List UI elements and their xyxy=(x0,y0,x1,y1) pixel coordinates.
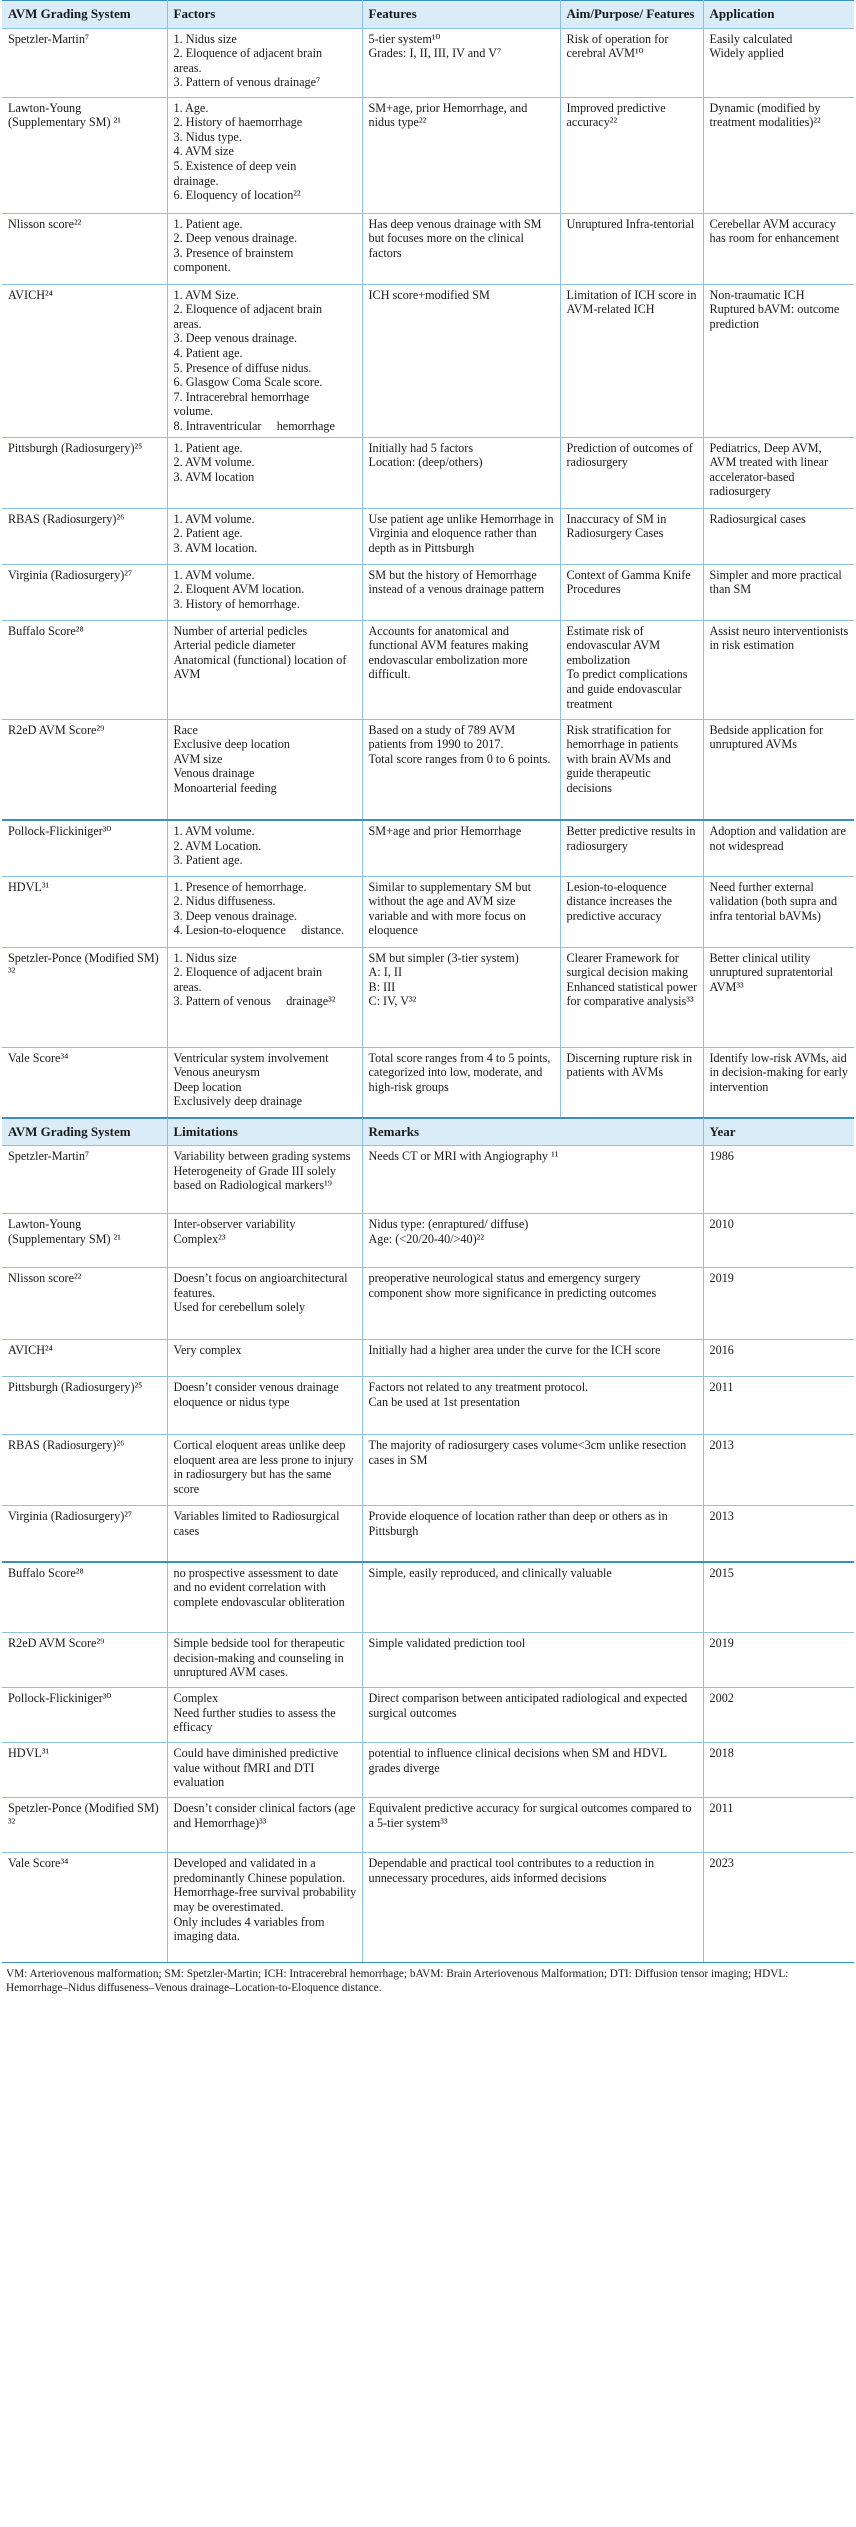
table-row xyxy=(2,1214,854,1268)
grading-system-cell: Spetzler-Martin⁷ xyxy=(2,1146,167,1214)
table-row xyxy=(2,876,854,947)
table-header-row xyxy=(2,1,854,29)
table-row xyxy=(2,1853,854,1963)
grading-system-cell: Vale Score³⁴ xyxy=(2,1047,167,1117)
limitations-cell: Doesn’t focus on angioarchitectural features. Used for cerebellum solely xyxy=(167,1268,362,1340)
factors-cell: 1. Patient age. 2. Deep venous drainage. 3. Presence of brainstem component. xyxy=(167,213,362,284)
remarks-cell: Simple validated prediction tool xyxy=(362,1633,703,1688)
table-row xyxy=(2,1743,854,1798)
column-header: Aim/Purpose/ Features xyxy=(560,1,703,29)
features-cell: Initially had 5 factors Location: (deep/others) xyxy=(362,437,560,508)
limitations-cell: Complex Need further studies to assess the efficacy xyxy=(167,1688,362,1743)
grading-system-cell: Nlisson score²² xyxy=(2,213,167,284)
table-row xyxy=(2,564,854,620)
year-cell: 2019 xyxy=(703,1268,854,1340)
table-footnote: VM: Arteriovenous malformation; SM: Spetzler-Martin; ICH: Intracerebral hemorrhage; bAVM: Brain Arteriovenous Malformation; DTI: Diffusion tensor imaging; HDVL: Hemorrhage–Nidus diffuseness–Venous drainage–Location-to-Eloquence distance. xyxy=(6,1968,789,1995)
table-row xyxy=(2,1688,854,1743)
remarks-cell: The majority of radiosurgery cases volume<3cm unlike resection cases in SM xyxy=(362,1435,703,1506)
avm-grading-table-limitations xyxy=(2,1118,854,1964)
factors-cell: Number of arterial pedicles Arterial pedicle diameter Anatomical (functional) location of AVM xyxy=(167,620,362,719)
table-row xyxy=(2,1633,854,1688)
remarks-cell: preoperative neurological status and emergency surgery component show more significance in predicting outcomes xyxy=(362,1268,703,1340)
grading-system-cell: Spetzler-Ponce (Modified SM) ³² xyxy=(2,947,167,1047)
features-cell: Use patient age unlike Hemorrhage in Virginia and eloquence rather than depth as in Pittsburgh xyxy=(362,508,560,564)
year-cell: 2013 xyxy=(703,1506,854,1562)
application-cell: Radiosurgical cases xyxy=(703,508,854,564)
grading-system-cell: AVICH²⁴ xyxy=(2,1340,167,1377)
application-cell: Non-traumatic ICH Ruptured bAVM: outcome prediction xyxy=(703,284,854,437)
grading-system-cell: Virginia (Radiosurgery)²⁷ xyxy=(2,564,167,620)
grading-system-cell: RBAS (Radiosurgery)²⁶ xyxy=(2,1435,167,1506)
factors-cell: Ventricular system involvement Venous aneurysm Deep location Exclusively deep drainage xyxy=(167,1047,362,1117)
factors-cell: 1. AVM volume. 2. Eloquent AVM location. 3. History of hemorrhage. xyxy=(167,564,362,620)
factors-cell: 1. AVM volume. 2. Patient age. 3. AVM location. xyxy=(167,508,362,564)
grading-system-cell: Vale Score³⁴ xyxy=(2,1853,167,1963)
features-cell: SM+age, prior Hemorrhage, and nidus type²² xyxy=(362,97,560,213)
grading-system-cell: Nlisson score²² xyxy=(2,1268,167,1340)
column-header: AVM Grading System xyxy=(2,1118,167,1146)
year-cell: 1986 xyxy=(703,1146,854,1214)
year-cell: 2023 xyxy=(703,1853,854,1963)
factors-cell: 1. Nidus size 2. Eloquence of adjacent brain areas. 3. Pattern of venous drainage³² xyxy=(167,947,362,1047)
table-row xyxy=(2,1562,854,1633)
features-cell: SM+age and prior Hemorrhage xyxy=(362,820,560,876)
grading-system-cell: Pollock-Flickiniger³⁰ xyxy=(2,820,167,876)
grading-system-cell: HDVL³¹ xyxy=(2,1743,167,1798)
aim-cell: Better predictive results in radiosurgery xyxy=(560,820,703,876)
table-row xyxy=(2,97,854,213)
factors-cell: 1. Age. 2. History of haemorrhage 3. Nidus type. 4. AVM size 5. Existence of deep vein drainage. 6. Eloquency of location²² xyxy=(167,97,362,213)
application-cell: Need further external validation (both supra and infra tentorial bAVMs) xyxy=(703,876,854,947)
aim-cell: Lesion-to-eloquence distance increases the predictive accuracy xyxy=(560,876,703,947)
grading-system-cell: RBAS (Radiosurgery)²⁶ xyxy=(2,508,167,564)
grading-system-cell: Pittsburgh (Radiosurgery)²⁵ xyxy=(2,437,167,508)
application-cell: Identify low-risk AVMs, aid in decision-making for early intervention xyxy=(703,1047,854,1117)
application-cell: Pediatrics, Deep AVM, AVM treated with linear accelerator-based radiosurgery xyxy=(703,437,854,508)
remarks-cell: Equivalent predictive accuracy for surgical outcomes compared to a 5-tier system³³ xyxy=(362,1798,703,1853)
table-row xyxy=(2,1435,854,1506)
factors-cell: 1. AVM volume. 2. AVM Location. 3. Patient age. xyxy=(167,820,362,876)
limitations-cell: Doesn’t consider venous drainage eloquence or nidus type xyxy=(167,1377,362,1435)
column-header: Application xyxy=(703,1,854,29)
grading-system-cell: Virginia (Radiosurgery)²⁷ xyxy=(2,1506,167,1562)
features-cell: Accounts for anatomical and functional AVM features making endovascular embolization more difficult. xyxy=(362,620,560,719)
column-header: AVM Grading System xyxy=(2,1,167,29)
table-header-row xyxy=(2,1118,854,1146)
year-cell: 2016 xyxy=(703,1340,854,1377)
aim-cell: Context of Gamma Knife Procedures xyxy=(560,564,703,620)
grading-system-cell: Spetzler-Martin⁷ xyxy=(2,28,167,97)
aim-cell: Prediction of outcomes of radiosurgery xyxy=(560,437,703,508)
features-cell: Based on a study of 789 AVM patients from 1990 to 2017. Total score ranges from 0 to 6 points. xyxy=(362,719,560,820)
limitations-cell: Simple bedside tool for therapeutic decision-making and counseling in unruptured AVM cases. xyxy=(167,1633,362,1688)
factors-cell: 1. Patient age. 2. AVM volume. 3. AVM location xyxy=(167,437,362,508)
remarks-cell: Simple, easily reproduced, and clinically valuable xyxy=(362,1562,703,1633)
remarks-cell: potential to influence clinical decisions when SM and HDVL grades diverge xyxy=(362,1743,703,1798)
year-cell: 2002 xyxy=(703,1688,854,1743)
year-cell: 2019 xyxy=(703,1633,854,1688)
table-row xyxy=(2,28,854,97)
grading-system-cell: R2eD AVM Score²⁹ xyxy=(2,719,167,820)
aim-cell: Discerning rupture risk in patients with AVMs xyxy=(560,1047,703,1117)
application-cell: Easily calculated Widely applied xyxy=(703,28,854,97)
grading-system-cell: HDVL³¹ xyxy=(2,876,167,947)
features-cell: Has deep venous drainage with SM but focuses more on the clinical factors xyxy=(362,213,560,284)
table-row xyxy=(2,213,854,284)
year-cell: 2010 xyxy=(703,1214,854,1268)
aim-cell: Limitation of ICH score in AVM-related ICH xyxy=(560,284,703,437)
application-cell: Assist neuro interventionists in risk estimation xyxy=(703,620,854,719)
limitations-cell: Very complex xyxy=(167,1340,362,1377)
column-header: Limitations xyxy=(167,1118,362,1146)
grading-system-cell: Lawton-Young (Supplementary SM) ²¹ xyxy=(2,1214,167,1268)
remarks-cell: Needs CT or MRI with Angiography ¹¹ xyxy=(362,1146,703,1214)
factors-cell: 1. Nidus size 2. Eloquence of adjacent brain areas. 3. Pattern of venous drainage⁷ xyxy=(167,28,362,97)
grading-system-cell: Pittsburgh (Radiosurgery)²⁵ xyxy=(2,1377,167,1435)
features-cell: SM but the history of Hemorrhage instead of a venous drainage pattern xyxy=(362,564,560,620)
grading-system-cell: Buffalo Score²⁸ xyxy=(2,1562,167,1633)
grading-system-cell: AVICH²⁴ xyxy=(2,284,167,437)
grading-system-cell: Lawton-Young (Supplementary SM) ²¹ xyxy=(2,97,167,213)
column-header: Year xyxy=(703,1118,854,1146)
table-row xyxy=(2,1506,854,1562)
limitations-cell: Doesn’t consider clinical factors (age and Hemorrhage)³³ xyxy=(167,1798,362,1853)
aim-cell: Unruptured Infra-tentorial xyxy=(560,213,703,284)
application-cell: Dynamic (modified by treatment modalities)²² xyxy=(703,97,854,213)
limitations-cell: Could have diminished predictive value without fMRI and DTI evaluation xyxy=(167,1743,362,1798)
factors-cell: 1. Presence of hemorrhage. 2. Nidus diffuseness. 3. Deep venous drainage. 4. Lesion-to-eloquence distance. xyxy=(167,876,362,947)
table-row xyxy=(2,1340,854,1377)
table-row xyxy=(2,1146,854,1214)
table-row xyxy=(2,508,854,564)
remarks-cell: Direct comparison between anticipated radiological and expected surgical outcomes xyxy=(362,1688,703,1743)
factors-cell: Race Exclusive deep location AVM size Venous drainage Monoarterial feeding xyxy=(167,719,362,820)
application-cell: Better clinical utility unruptured supratentorial AVM³³ xyxy=(703,947,854,1047)
aim-cell: Estimate risk of endovascular AVM embolization To predict complications and guide endovascular treatment xyxy=(560,620,703,719)
column-header: Features xyxy=(362,1,560,29)
grading-system-cell: Buffalo Score²⁸ xyxy=(2,620,167,719)
limitations-cell: Variability between grading systems Heterogeneity of Grade III solely based on Radiological markers¹⁹ xyxy=(167,1146,362,1214)
features-cell: Total score ranges from 4 to 5 points, categorized into low, moderate, and high-risk groups xyxy=(362,1047,560,1117)
grading-system-cell: R2eD AVM Score²⁹ xyxy=(2,1633,167,1688)
aim-cell: Risk of operation for cerebral AVM¹⁰ xyxy=(560,28,703,97)
aim-cell: Clearer Framework for surgical decision making Enhanced statistical power for comparative analysis³³ xyxy=(560,947,703,1047)
table-row xyxy=(2,1047,854,1117)
table-row xyxy=(2,1268,854,1340)
table-row xyxy=(2,284,854,437)
table-row xyxy=(2,820,854,876)
year-cell: 2011 xyxy=(703,1377,854,1435)
table-row xyxy=(2,620,854,719)
table-body xyxy=(2,28,854,1117)
features-cell: ICH score+modified SM xyxy=(362,284,560,437)
column-header: Factors xyxy=(167,1,362,29)
year-cell: 2015 xyxy=(703,1562,854,1633)
grading-system-cell: Spetzler-Ponce (Modified SM) ³² xyxy=(2,1798,167,1853)
remarks-cell: Provide eloquence of location rather than deep or others as in Pittsburgh xyxy=(362,1506,703,1562)
application-cell: Bedside application for unruptured AVMs xyxy=(703,719,854,820)
year-cell: 2011 xyxy=(703,1798,854,1853)
avm-grading-table-features xyxy=(2,0,854,1118)
application-cell: Simpler and more practical than SM xyxy=(703,564,854,620)
aim-cell: Risk stratification for hemorrhage in patients with brain AVMs and guide therapeutic decisions xyxy=(560,719,703,820)
remarks-cell: Factors not related to any treatment protocol. Can be used at 1st presentation xyxy=(362,1377,703,1435)
aim-cell: Inaccuracy of SM in Radiosurgery Cases xyxy=(560,508,703,564)
limitations-cell: Cortical eloquent areas unlike deep eloquent area are less prone to injury in radiosurgery but has the same score xyxy=(167,1435,362,1506)
factors-cell: 1. AVM Size. 2. Eloquence of adjacent brain areas. 3. Deep venous drainage. 4. Patient age. 5. Presence of diffuse nidus. 6. Glasgow Coma Scale score. 7. Intracerebral hemorrhage volume. 8. Intraventricular hemorrhage xyxy=(167,284,362,437)
remarks-cell: Dependable and practical tool contributes to a reduction in unnecessary procedures, aids informed decisions xyxy=(362,1853,703,1963)
remarks-cell: Nidus type: (enraptured/ diffuse) Age: (<20/20-40/>40)²² xyxy=(362,1214,703,1268)
column-header: Remarks xyxy=(362,1118,703,1146)
table-row xyxy=(2,1798,854,1853)
application-cell: Adoption and validation are not widespread xyxy=(703,820,854,876)
table-row xyxy=(2,1377,854,1435)
aim-cell: Improved predictive accuracy²² xyxy=(560,97,703,213)
limitations-cell: Developed and validated in a predominantly Chinese population. Hemorrhage-free survival probability may be overestimated. Only includes 4 variables from imaging data. xyxy=(167,1853,362,1963)
features-cell: Similar to supplementary SM but without the age and AVM size variable and with more focus on eloquence xyxy=(362,876,560,947)
features-cell: 5-tier system¹⁰ Grades: I, II, III, IV and V⁷ xyxy=(362,28,560,97)
features-cell: SM but simpler (3-tier system) A: I, II B: III C: IV, V³² xyxy=(362,947,560,1047)
year-cell: 2013 xyxy=(703,1435,854,1506)
remarks-cell: Initially had a higher area under the curve for the ICH score xyxy=(362,1340,703,1377)
year-cell: 2018 xyxy=(703,1743,854,1798)
table-row xyxy=(2,719,854,820)
table-row xyxy=(2,437,854,508)
grading-system-cell: Pollock-Flickiniger³⁰ xyxy=(2,1688,167,1743)
limitations-cell: no prospective assessment to date and no evident correlation with complete endovascular obliteration xyxy=(167,1562,362,1633)
table-body xyxy=(2,1146,854,1963)
application-cell: Cerebellar AVM accuracy has room for enhancement xyxy=(703,213,854,284)
limitations-cell: Inter-observer variability Complex²³ xyxy=(167,1214,362,1268)
limitations-cell: Variables limited to Radiosurgical cases xyxy=(167,1506,362,1562)
table-row xyxy=(2,947,854,1047)
